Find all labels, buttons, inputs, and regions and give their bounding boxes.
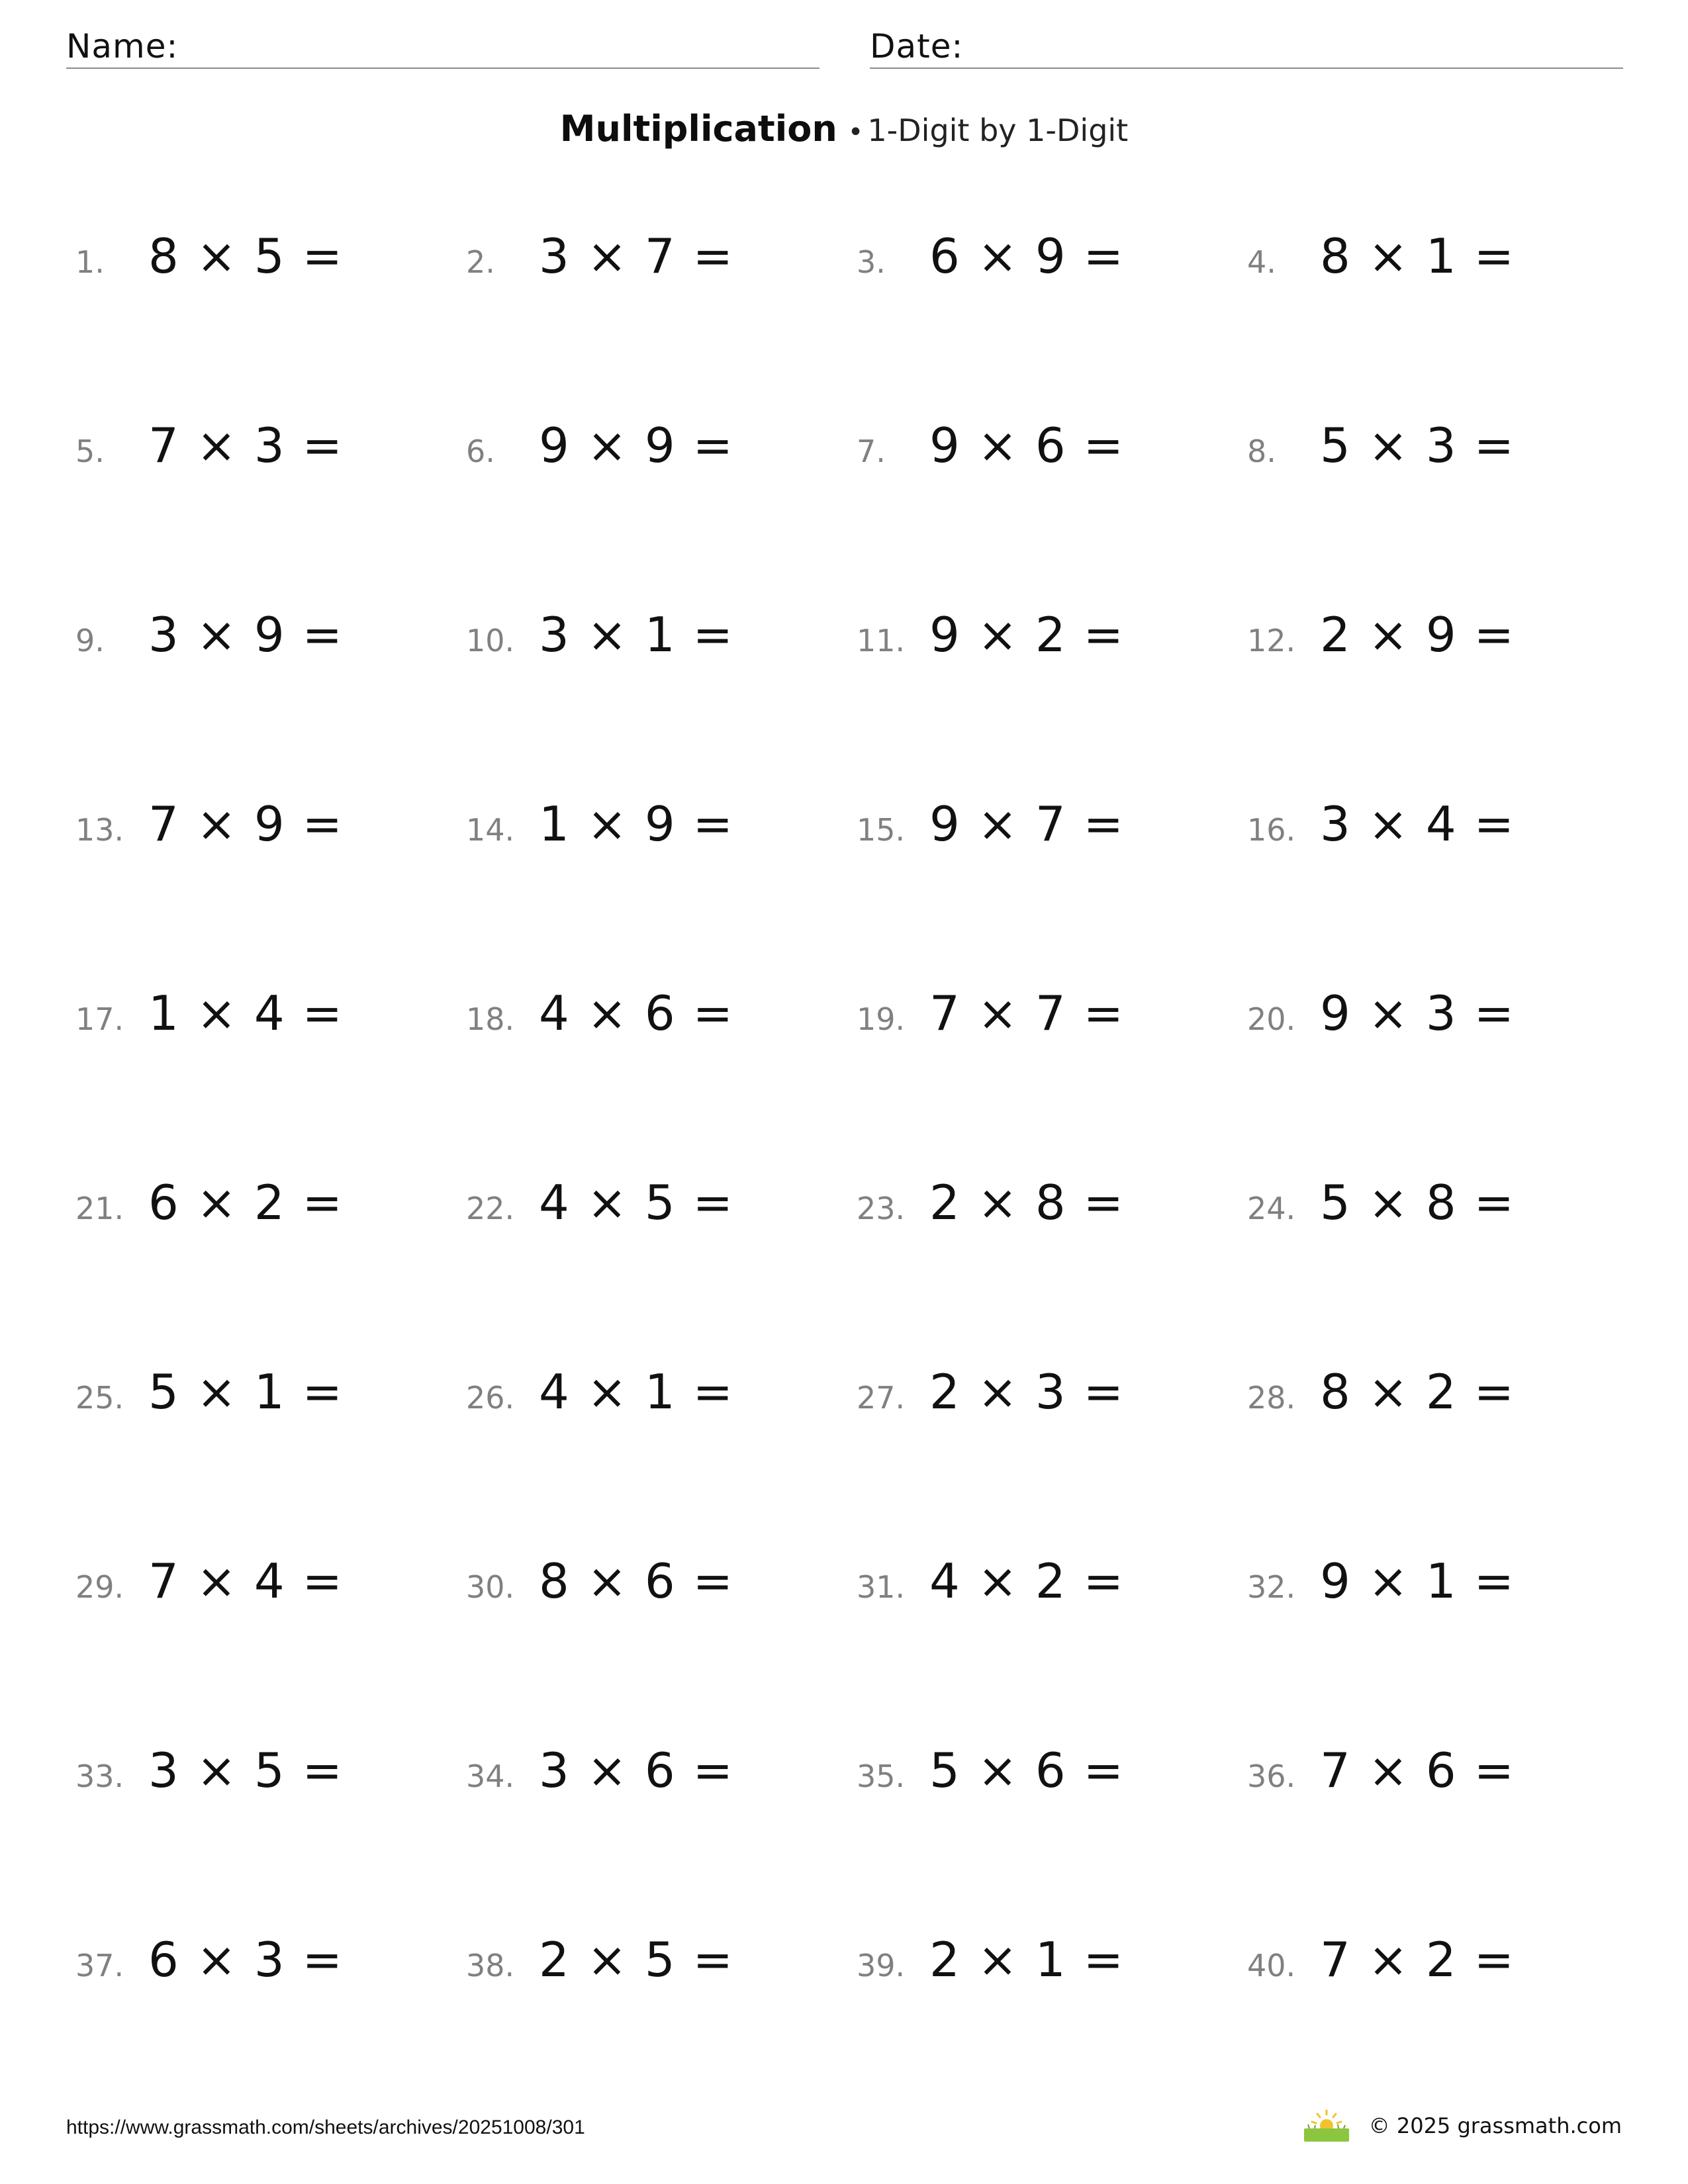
problem-item — [466, 985, 734, 1065]
problem-expression: 3 × 4 = — [1320, 796, 1515, 852]
problem-number: 28. — [1247, 1380, 1296, 1416]
problem-expression: 9 × 7 = — [929, 796, 1125, 852]
problem-number: 24. — [1247, 1191, 1296, 1226]
problem-expression: 6 × 3 = — [148, 1932, 344, 1987]
problem-number: 1. — [75, 244, 105, 280]
problem-number: 5. — [75, 433, 105, 469]
problem-number: 26. — [466, 1380, 515, 1416]
problem-expression: 5 × 8 = — [1320, 1175, 1515, 1230]
problem-number: 25. — [75, 1380, 124, 1416]
problem-number: 15. — [857, 812, 906, 848]
problem-item — [75, 985, 344, 1065]
date-field[interactable] — [870, 24, 1623, 69]
title-main: Multiplication — [559, 108, 837, 150]
problem-expression: 7 × 2 = — [1320, 1932, 1515, 1987]
problem-expression: 9 × 1 = — [1320, 1553, 1515, 1609]
problem-number: 8. — [1247, 433, 1276, 469]
problem-item — [75, 796, 344, 876]
problem-item — [857, 1364, 1125, 1443]
problem-item — [466, 418, 734, 497]
problem-item — [466, 1743, 734, 1822]
problem-number: 7. — [857, 433, 886, 469]
problem-expression: 9 × 3 = — [1320, 985, 1515, 1041]
problem-item — [75, 1175, 344, 1254]
problem-number: 16. — [1247, 812, 1296, 848]
problem-number: 3. — [857, 244, 886, 280]
problem-item — [466, 228, 734, 308]
problem-expression: 7 × 4 = — [148, 1553, 344, 1609]
problem-expression: 7 × 7 = — [929, 985, 1125, 1041]
problem-item — [857, 796, 1125, 876]
problem-item — [466, 1932, 734, 2011]
problem-number: 11. — [857, 623, 906, 659]
problem-number: 31. — [857, 1569, 906, 1605]
problem-item — [466, 607, 734, 686]
problem-expression: 2 × 3 = — [929, 1364, 1125, 1420]
problem-number: 37. — [75, 1948, 124, 1983]
problem-item — [857, 418, 1125, 497]
problem-item — [75, 1743, 344, 1822]
problem-item — [75, 1364, 344, 1443]
grass-sun-logo-icon — [1303, 2109, 1350, 2143]
problem-item — [466, 1175, 734, 1254]
problem-number: 35. — [857, 1758, 906, 1794]
title-subtitle: 1-Digit by 1-Digit — [867, 113, 1129, 148]
problem-number: 9. — [75, 623, 105, 659]
problem-expression: 7 × 3 = — [148, 418, 344, 473]
problem-expression: 3 × 7 = — [539, 228, 734, 284]
problem-number: 21. — [75, 1191, 124, 1226]
problem-expression: 5 × 6 = — [929, 1743, 1125, 1798]
problem-item — [857, 985, 1125, 1065]
problem-expression: 2 × 9 = — [1320, 607, 1515, 662]
problem-item — [1247, 1553, 1515, 1633]
problem-number: 32. — [1247, 1569, 1296, 1605]
problem-expression: 3 × 9 = — [148, 607, 344, 662]
problem-expression: 1 × 4 = — [148, 985, 344, 1041]
problem-expression: 2 × 5 = — [539, 1932, 734, 1987]
problem-number: 13. — [75, 812, 124, 848]
problem-number: 27. — [857, 1380, 906, 1416]
copyright-text: © 2025 grassmath.com — [1368, 2113, 1622, 2138]
problem-item — [466, 796, 734, 876]
problem-expression: 3 × 5 = — [148, 1743, 344, 1798]
problem-number: 38. — [466, 1948, 515, 1983]
problem-grid — [75, 228, 1618, 2134]
problem-item — [75, 607, 344, 686]
problem-expression: 4 × 6 = — [539, 985, 734, 1041]
problem-number: 4. — [1247, 244, 1276, 280]
problem-item — [1247, 228, 1515, 308]
problem-item — [857, 1553, 1125, 1633]
problem-number: 6. — [466, 433, 495, 469]
problem-number: 23. — [857, 1191, 906, 1226]
problem-item — [1247, 1175, 1515, 1254]
problem-item — [857, 607, 1125, 686]
name-field[interactable] — [66, 24, 820, 69]
problem-expression: 9 × 9 = — [539, 418, 734, 473]
problem-number: 22. — [466, 1191, 515, 1226]
problem-number: 2. — [466, 244, 495, 280]
problem-item — [1247, 1364, 1515, 1443]
problem-item — [1247, 607, 1515, 686]
problem-expression: 8 × 5 = — [148, 228, 344, 284]
problem-expression: 2 × 8 = — [929, 1175, 1125, 1230]
problem-expression: 8 × 2 = — [1320, 1364, 1515, 1420]
problem-item — [75, 228, 344, 308]
problem-expression: 5 × 1 = — [148, 1364, 344, 1420]
problem-expression: 4 × 2 = — [929, 1553, 1125, 1609]
problem-number: 40. — [1247, 1948, 1296, 1983]
problem-item — [1247, 1743, 1515, 1822]
problem-number: 33. — [75, 1758, 124, 1794]
date-label: Date: — [870, 27, 964, 66]
problem-expression: 5 × 3 = — [1320, 418, 1515, 473]
problem-item — [857, 1743, 1125, 1822]
problem-number: 19. — [857, 1001, 906, 1037]
problem-item — [1247, 985, 1515, 1065]
problem-number: 17. — [75, 1001, 124, 1037]
problem-expression: 6 × 9 = — [929, 228, 1125, 284]
problem-item — [75, 418, 344, 497]
problem-expression: 6 × 2 = — [148, 1175, 344, 1230]
problem-expression: 7 × 9 = — [148, 796, 344, 852]
problem-expression: 8 × 1 = — [1320, 228, 1515, 284]
name-label: Name: — [66, 27, 179, 66]
grass-field — [1304, 2128, 1349, 2142]
problem-expression: 4 × 5 = — [539, 1175, 734, 1230]
footer-url: https://www.grassmath.com/sheets/archives/20251008/301 — [66, 2116, 585, 2138]
problem-expression: 7 × 6 = — [1320, 1743, 1515, 1798]
problem-number: 36. — [1247, 1758, 1296, 1794]
problem-expression: 8 × 6 = — [539, 1553, 734, 1609]
problem-number: 29. — [75, 1569, 124, 1605]
problem-item — [857, 1932, 1125, 2011]
problem-number: 34. — [466, 1758, 515, 1794]
problem-item — [857, 1175, 1125, 1254]
problem-item — [466, 1364, 734, 1443]
problem-expression: 1 × 9 = — [539, 796, 734, 852]
problem-number: 20. — [1247, 1001, 1296, 1037]
problem-expression: 9 × 2 = — [929, 607, 1125, 662]
title-separator: • — [847, 117, 864, 148]
problem-item — [1247, 1932, 1515, 2011]
problem-number: 10. — [466, 623, 515, 659]
footer-branding — [1303, 2109, 1622, 2143]
problem-expression: 9 × 6 = — [929, 418, 1125, 473]
problem-item — [857, 228, 1125, 308]
problem-item — [1247, 796, 1515, 876]
problem-number: 18. — [466, 1001, 515, 1037]
problem-number: 39. — [857, 1948, 906, 1983]
problem-item — [1247, 418, 1515, 497]
problem-number: 12. — [1247, 623, 1296, 659]
problem-number: 14. — [466, 812, 515, 848]
problem-item — [75, 1553, 344, 1633]
problem-item — [466, 1553, 734, 1633]
worksheet-title — [0, 106, 1688, 161]
problem-expression: 3 × 6 = — [539, 1743, 734, 1798]
problem-expression: 2 × 1 = — [929, 1932, 1125, 1987]
problem-item — [75, 1932, 344, 2011]
problem-expression: 4 × 1 = — [539, 1364, 734, 1420]
problem-expression: 3 × 1 = — [539, 607, 734, 662]
problem-number: 30. — [466, 1569, 515, 1605]
